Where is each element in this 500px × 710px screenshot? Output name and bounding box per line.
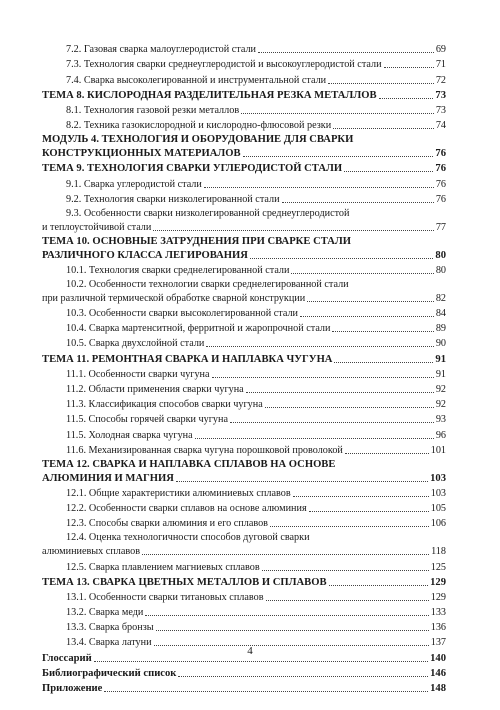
toc-entry-title: 8.2. Техника газокислородной и кислородно-флюсовой резки bbox=[66, 120, 332, 132]
toc-entry-page: 105 bbox=[430, 503, 446, 515]
toc-entry[interactable] bbox=[42, 515, 446, 530]
toc-entry-title: 10.3. Особенности сварки высоколегированной стали bbox=[66, 308, 298, 320]
toc-entry[interactable] bbox=[42, 335, 446, 350]
leader-dots bbox=[104, 691, 428, 692]
toc-entry[interactable] bbox=[42, 381, 446, 396]
leader-dots bbox=[250, 258, 433, 259]
toc-entry-page: 91 bbox=[435, 368, 446, 380]
leader-dots bbox=[333, 128, 434, 129]
toc-entry[interactable] bbox=[42, 41, 446, 56]
toc-entry-title: ТЕМА 8. КИСЛОРОДНАЯ РАЗДЕЛИТЕЛЬНАЯ РЕЗКА МЕТАЛЛОВ bbox=[42, 89, 377, 101]
leader-dots bbox=[156, 630, 429, 631]
toc-entry[interactable] bbox=[42, 320, 446, 335]
toc-entry-page: 84 bbox=[435, 308, 446, 320]
toc-entry-title: 11.2. Области применения сварки чугуна bbox=[66, 384, 244, 395]
toc-entry-title-continued: РАЗЛИЧНОГО КЛАССА ЛЕГИРОВАНИЯ bbox=[42, 249, 248, 261]
toc-entry-page: 146 bbox=[430, 667, 446, 679]
toc-entry[interactable] bbox=[42, 589, 446, 604]
toc-entry-title: 12.5. Сварка плавлением магниевых сплавов bbox=[66, 561, 260, 573]
toc-entry-page: 76 bbox=[435, 148, 446, 160]
toc-entry-page: 80 bbox=[435, 264, 446, 276]
toc-entry-page: 82 bbox=[435, 292, 446, 304]
leader-dots bbox=[270, 526, 429, 527]
toc-entry-title: 9.3. Особенности сварки низколегированной среднеуглеродистой bbox=[66, 207, 350, 219]
toc-entry-title-continued: при различной термической обработке сварной конструкции bbox=[42, 292, 306, 304]
leader-dots bbox=[230, 422, 434, 423]
toc-entry-title: Приложение bbox=[42, 683, 103, 694]
toc-entry-title: 11.5. Холодная сварка чугуна bbox=[66, 429, 193, 441]
toc-entry-title: 12.1. Общие характеристики алюминиевых сплавов bbox=[66, 487, 291, 499]
toc-entry-page: 74 bbox=[435, 120, 446, 132]
toc-entry-page: 103 bbox=[430, 487, 446, 499]
leader-dots bbox=[145, 615, 428, 616]
leader-dots bbox=[212, 377, 434, 378]
toc-entry[interactable] bbox=[42, 206, 446, 234]
toc-entry-page: 140 bbox=[430, 652, 446, 664]
toc-entry-page: 77 bbox=[435, 221, 446, 233]
toc-entry-title: 12.2. Особенности сварки сплавов на основе алюминия bbox=[66, 503, 307, 515]
toc-entry-page: 73 bbox=[435, 104, 446, 116]
toc-entry-title: 10.5. Сварка двухслойной стали bbox=[66, 338, 205, 350]
toc-entry-title: ТЕМА 11. РЕМОНТНАЯ СВАРКА И НАПЛАВКА ЧУГУНА bbox=[42, 353, 333, 365]
toc-entry-page: 80 bbox=[435, 249, 446, 261]
toc-entry[interactable] bbox=[42, 457, 446, 485]
toc-entry-title: 11.6. Механизированная сварка чугуна порошковой проволокой bbox=[66, 444, 343, 456]
leader-dots bbox=[265, 407, 434, 408]
toc-entry[interactable] bbox=[42, 175, 446, 190]
toc-entry-page: 76 bbox=[435, 178, 446, 190]
toc-entry[interactable] bbox=[42, 305, 446, 320]
toc-entry[interactable] bbox=[42, 191, 446, 206]
toc-entry[interactable] bbox=[42, 71, 446, 86]
toc-entry-title: 9.1. Сварка углеродистой стали bbox=[66, 178, 202, 190]
toc-entry-title: ТЕМА 13. СВАРКА ЦВЕТНЫХ МЕТАЛЛОВ И СПЛАВОВ bbox=[42, 576, 327, 588]
toc-entry-title-continued: КОНСТРУКЦИОННЫХ МАТЕРИАЛОВ bbox=[42, 148, 241, 160]
leader-dots bbox=[206, 346, 433, 347]
leader-dots bbox=[307, 301, 434, 302]
toc-entry[interactable] bbox=[42, 56, 446, 71]
toc-entry-title: 11.3. Классификация способов сварки чугуна bbox=[66, 399, 263, 411]
toc-entry[interactable] bbox=[42, 574, 446, 589]
leader-dots bbox=[344, 171, 433, 172]
leader-dots bbox=[345, 453, 429, 454]
toc-entry[interactable] bbox=[42, 680, 446, 695]
toc-entry-title: ТЕМА 12. СВАРКА И НАПЛАВКА СПЛАВОВ НА ОСНОВЕ bbox=[42, 458, 336, 470]
toc-entry-page: 90 bbox=[435, 338, 446, 350]
toc-entry-title: 13.2. Сварка меди bbox=[66, 607, 144, 619]
toc-entry-page: 148 bbox=[430, 683, 446, 694]
toc-entry[interactable] bbox=[42, 87, 446, 102]
toc-entry-title: 10.4. Сварка мартенситной, ферритной и жаропрочной стали bbox=[66, 323, 331, 335]
toc-entry-page: 73 bbox=[435, 89, 446, 101]
toc-entry-continuation bbox=[42, 220, 446, 234]
toc-entry-title: 7.4. Сварка высоколегированной и инструментальной стали bbox=[66, 74, 327, 86]
toc-entry-page: 92 bbox=[435, 384, 446, 395]
toc-entry[interactable] bbox=[42, 442, 446, 457]
leader-dots bbox=[94, 661, 428, 662]
toc-entry[interactable] bbox=[42, 558, 446, 573]
toc-entry-continuation bbox=[42, 471, 446, 485]
toc-entry-title: 12.3. Способы сварки алюминия и его сплавов bbox=[66, 518, 268, 530]
toc-entry-title: МОДУЛЬ 4. ТЕХНОЛОГИЯ И ОБОРУДОВАНИЕ ДЛЯ СВАРКИ bbox=[42, 134, 354, 146]
toc-entry-title-continued: и теплоустойчивой стали bbox=[42, 221, 152, 233]
toc-entry-title: Библиографический список bbox=[42, 667, 177, 679]
toc-entry[interactable] bbox=[42, 366, 446, 381]
leader-dots bbox=[328, 83, 434, 84]
leader-dots bbox=[204, 187, 434, 188]
toc-entry-title: 13.4. Сварка латуни bbox=[66, 637, 152, 649]
toc-entry-title: 11.5. Способы горячей сварки чугуна bbox=[66, 414, 228, 426]
toc-entry-title: Глоссарий bbox=[42, 652, 92, 664]
toc-entry-page: 91 bbox=[435, 353, 446, 365]
toc-entry[interactable] bbox=[42, 619, 446, 634]
leader-dots bbox=[262, 570, 429, 571]
toc-entry-page: 93 bbox=[435, 414, 446, 426]
toc-entry-title-continued: алюминиевых сплавов bbox=[42, 546, 141, 558]
toc-entry-page: 89 bbox=[435, 323, 446, 335]
toc-entry-page: 118 bbox=[431, 546, 446, 558]
toc-entry-continuation bbox=[42, 146, 446, 160]
toc-entry[interactable] bbox=[42, 262, 446, 277]
toc-entry-page: 96 bbox=[435, 429, 446, 441]
leader-dots bbox=[334, 362, 433, 363]
leader-dots bbox=[243, 156, 434, 157]
toc-entry-title: ТЕМА 10. ОСНОВНЫЕ ЗАТРУДНЕНИЯ ПРИ СВАРКЕ СТАЛИ bbox=[42, 235, 352, 247]
toc-entry-title: 10.1. Технология сварки среднелегированной стали bbox=[66, 264, 290, 276]
leader-dots bbox=[300, 316, 434, 317]
leader-dots bbox=[142, 554, 429, 555]
leader-dots bbox=[266, 600, 429, 601]
toc-entry-title-continued: АЛЮМИНИЯ И МАГНИЯ bbox=[42, 472, 174, 484]
toc-entry-continuation bbox=[42, 291, 446, 305]
leader-dots bbox=[379, 98, 434, 99]
toc-entry-page: 137 bbox=[430, 637, 446, 649]
toc-entry-continuation bbox=[42, 544, 446, 558]
leader-dots bbox=[293, 496, 429, 497]
leader-dots bbox=[195, 438, 434, 439]
toc-entry-page: 76 bbox=[435, 193, 446, 205]
toc-entry-page: 129 bbox=[430, 591, 446, 603]
toc-entry-page: 71 bbox=[435, 59, 446, 71]
toc-entry-page: 76 bbox=[435, 163, 446, 175]
toc-entry-title: 7.2. Газовая сварка малоуглеродистой стали bbox=[66, 44, 256, 56]
toc-entry[interactable] bbox=[42, 485, 446, 500]
toc-entry-page: 133 bbox=[430, 607, 446, 619]
toc-entry[interactable] bbox=[42, 277, 446, 305]
leader-dots bbox=[178, 676, 428, 677]
toc-entry[interactable] bbox=[42, 234, 446, 262]
toc-entry-page: 136 bbox=[430, 622, 446, 634]
leader-dots bbox=[176, 481, 428, 482]
toc-entry-title: 7.3. Технология сварки среднеуглеродистой и высокоуглеродистой стали bbox=[66, 59, 382, 71]
toc-entry-title: 9.2. Технология сварки низколегированной стали bbox=[66, 193, 280, 205]
toc-entry[interactable] bbox=[42, 160, 446, 175]
toc-entry-continuation bbox=[42, 248, 446, 262]
toc-entry[interactable] bbox=[42, 396, 446, 411]
toc-entry-title: 10.2. Особенности технологии сварки среднелегированной стали bbox=[66, 278, 349, 290]
leader-dots bbox=[246, 392, 434, 393]
toc-entry[interactable] bbox=[42, 426, 446, 441]
toc-entry[interactable] bbox=[42, 411, 446, 426]
table-of-contents bbox=[42, 41, 446, 695]
toc-entry-page: 129 bbox=[430, 576, 446, 588]
leader-dots bbox=[329, 585, 429, 586]
toc-entry-page: 106 bbox=[430, 518, 446, 530]
toc-entry-page: 69 bbox=[435, 44, 446, 56]
toc-entry-page: 103 bbox=[430, 472, 446, 484]
toc-entry-title: 13.3. Сварка бронзы bbox=[66, 622, 154, 634]
toc-entry-title: ТЕМА 9. ТЕХНОЛОГИЯ СВАРКИ УГЛЕРОДИСТОЙ СТАЛИ bbox=[42, 163, 343, 175]
toc-entry-title: 11.1. Особенности сварки чугуна bbox=[66, 368, 210, 380]
leader-dots bbox=[309, 511, 429, 512]
toc-entry[interactable] bbox=[42, 530, 446, 558]
leader-dots bbox=[384, 67, 434, 68]
toc-entry[interactable] bbox=[42, 102, 446, 117]
page-number: 4 bbox=[247, 645, 253, 657]
leader-dots bbox=[153, 230, 433, 231]
toc-entry[interactable] bbox=[42, 350, 446, 365]
toc-entry-title: 12.4. Оценка технологичности способов дуговой сварки bbox=[66, 532, 310, 544]
leader-dots bbox=[258, 52, 434, 53]
toc-entry-page: 101 bbox=[430, 444, 446, 456]
toc-entry[interactable] bbox=[42, 604, 446, 619]
toc-entry[interactable] bbox=[42, 665, 446, 680]
toc-entry-title: 8.1. Технология газовой резки металлов bbox=[66, 104, 240, 116]
leader-dots bbox=[241, 113, 434, 114]
leader-dots bbox=[332, 331, 433, 332]
leader-dots bbox=[282, 202, 434, 203]
toc-entry-title: 13.1. Особенности сварки титановых сплавов bbox=[66, 591, 264, 603]
toc-entry-page: 72 bbox=[435, 74, 446, 86]
toc-entry[interactable] bbox=[42, 132, 446, 160]
toc-entry[interactable] bbox=[42, 500, 446, 515]
toc-entry-page: 92 bbox=[435, 399, 446, 411]
leader-dots bbox=[291, 273, 433, 274]
toc-entry[interactable] bbox=[42, 117, 446, 132]
toc-entry-page: 125 bbox=[430, 561, 446, 573]
